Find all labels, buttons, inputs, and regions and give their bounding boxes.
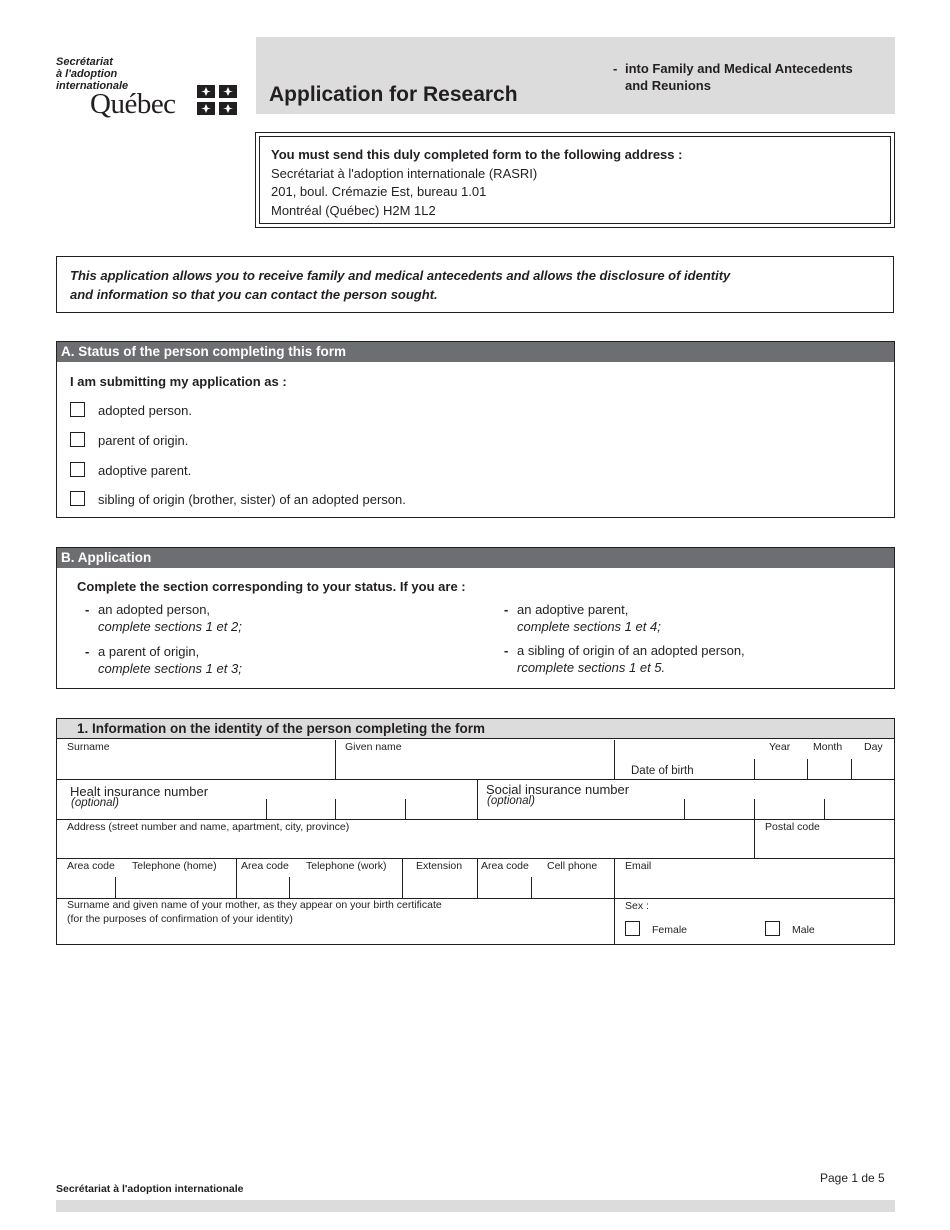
social-insurance-field[interactable] [685, 800, 894, 818]
instruction-item: - a sibling of origin of an adopted person, rcomplete sections 1 et 5. [504, 643, 745, 675]
page-subtitle: - into Family and Medical Antecedents and Reunions [613, 61, 853, 93]
date-of-birth-label: Date of birth [631, 765, 694, 777]
adopted-person-checkbox[interactable] [70, 402, 85, 417]
footer-organization: Secrétariat à l'adoption internationale [56, 1183, 244, 1195]
female-label: Female [652, 924, 688, 936]
telephone-work-label: Telephone (work) [306, 860, 387, 872]
cell-phone-field[interactable] [532, 878, 613, 897]
month-label: Month [813, 741, 843, 753]
section-b [56, 547, 895, 689]
given-name-field[interactable] [337, 755, 613, 778]
section-b-heading: B. Application [57, 548, 894, 568]
birth-day-field[interactable] [852, 760, 894, 778]
quebec-wordmark: Québec [90, 88, 176, 120]
instruction-item: - an adopted person, complete sections 1 et 2; [85, 602, 242, 634]
address-label: Address (street number and name, apartment, city, province) [67, 821, 350, 833]
work-telephone-field[interactable] [290, 878, 401, 897]
home-area-code-field[interactable] [58, 878, 114, 897]
health-insurance-label: Healt insurance number [70, 784, 209, 799]
section-a-heading: A. Status of the person completing this form [57, 342, 894, 362]
adoptive-parent-checkbox[interactable] [70, 462, 85, 477]
mother-name-label: Surname and given name of your mother, as they appear on your birth certificate [67, 899, 442, 911]
identity-section [56, 718, 895, 945]
year-label: Year [769, 741, 791, 753]
page-title: Application for Research [269, 83, 518, 106]
logo-line: Secrétariat [56, 56, 113, 68]
instruction-item: - an adoptive parent, complete sections 1 et 4; [504, 602, 661, 634]
mother-name-note: (for the purposes of confirmation of your identity) [67, 913, 293, 925]
option-label: adopted person. [98, 403, 192, 418]
female-checkbox[interactable] [625, 921, 640, 936]
page-number: Page 1 de 5 [820, 1171, 885, 1185]
logo-text [56, 56, 128, 92]
mother-name-field[interactable] [58, 927, 613, 944]
cell-area-code-field[interactable] [478, 878, 530, 897]
social-insurance-label: Social insurance number [486, 782, 630, 797]
quebec-flag-icon [197, 85, 239, 115]
postal-code-field[interactable] [755, 835, 894, 857]
option-label: sibling of origin (brother, sister) of an adopted person. [98, 492, 406, 507]
surname-field[interactable] [58, 755, 334, 778]
address-line: 201, boul. Crémazie Est, bureau 1.01 [271, 184, 487, 199]
telephone-home-label: Telephone (home) [132, 860, 217, 872]
area-code-label: Area code [481, 860, 529, 872]
identity-section-heading: 1. Information on the identity of the person completing the form [57, 719, 894, 739]
address-box [255, 132, 895, 228]
section-a-lead: I am submitting my application as : [70, 374, 287, 389]
address-line: Montréal (Québec) H2M 1L2 [271, 202, 436, 218]
address-heading: You must send this duly completed form to the following address : [271, 147, 683, 162]
birth-year-field[interactable] [755, 760, 807, 778]
section-a [56, 341, 895, 518]
intro-notice: This application allows you to receive family and medical antecedents and allows the disclosure of identity and information so that you can contact the person sought. [56, 256, 894, 313]
footer-bar [56, 1200, 895, 1212]
birth-month-field[interactable] [808, 760, 851, 778]
cell-phone-label: Cell phone [547, 860, 598, 872]
logo-line: internationale [56, 80, 129, 92]
logo-line: à l'adoption [56, 68, 118, 80]
optional-label: (optional) [71, 797, 119, 809]
male-checkbox[interactable] [765, 921, 780, 936]
instruction-item: - a parent of origin, complete sections 1 et 3; [85, 644, 242, 676]
postal-code-label: Postal code [765, 821, 820, 833]
day-label: Day [864, 741, 883, 753]
section-b-lead: Complete the section corresponding to your status. If you are : [77, 579, 466, 594]
health-insurance-field[interactable] [267, 800, 476, 818]
extension-field[interactable] [403, 878, 476, 897]
email-field[interactable] [615, 878, 894, 897]
area-code-label: Area code [241, 860, 289, 872]
option-label: adoptive parent. [98, 463, 192, 478]
male-label: Male [792, 924, 815, 936]
option-label: parent of origin. [98, 433, 189, 448]
sex-label: Sex : [625, 900, 649, 912]
extension-label: Extension [416, 860, 463, 872]
email-label: Email [625, 860, 652, 872]
surname-label: Surname [67, 741, 110, 753]
work-area-code-field[interactable] [237, 878, 288, 897]
home-telephone-field[interactable] [116, 878, 235, 897]
sibling-of-origin-checkbox[interactable] [70, 491, 85, 506]
address-field[interactable] [58, 835, 753, 857]
parent-of-origin-checkbox[interactable] [70, 432, 85, 447]
given-name-label: Given name [345, 741, 402, 753]
optional-label: (optional) [487, 795, 535, 807]
area-code-label: Area code [67, 860, 115, 872]
address-line: Secrétariat à l'adoption internationale (RASRI) [271, 165, 538, 181]
